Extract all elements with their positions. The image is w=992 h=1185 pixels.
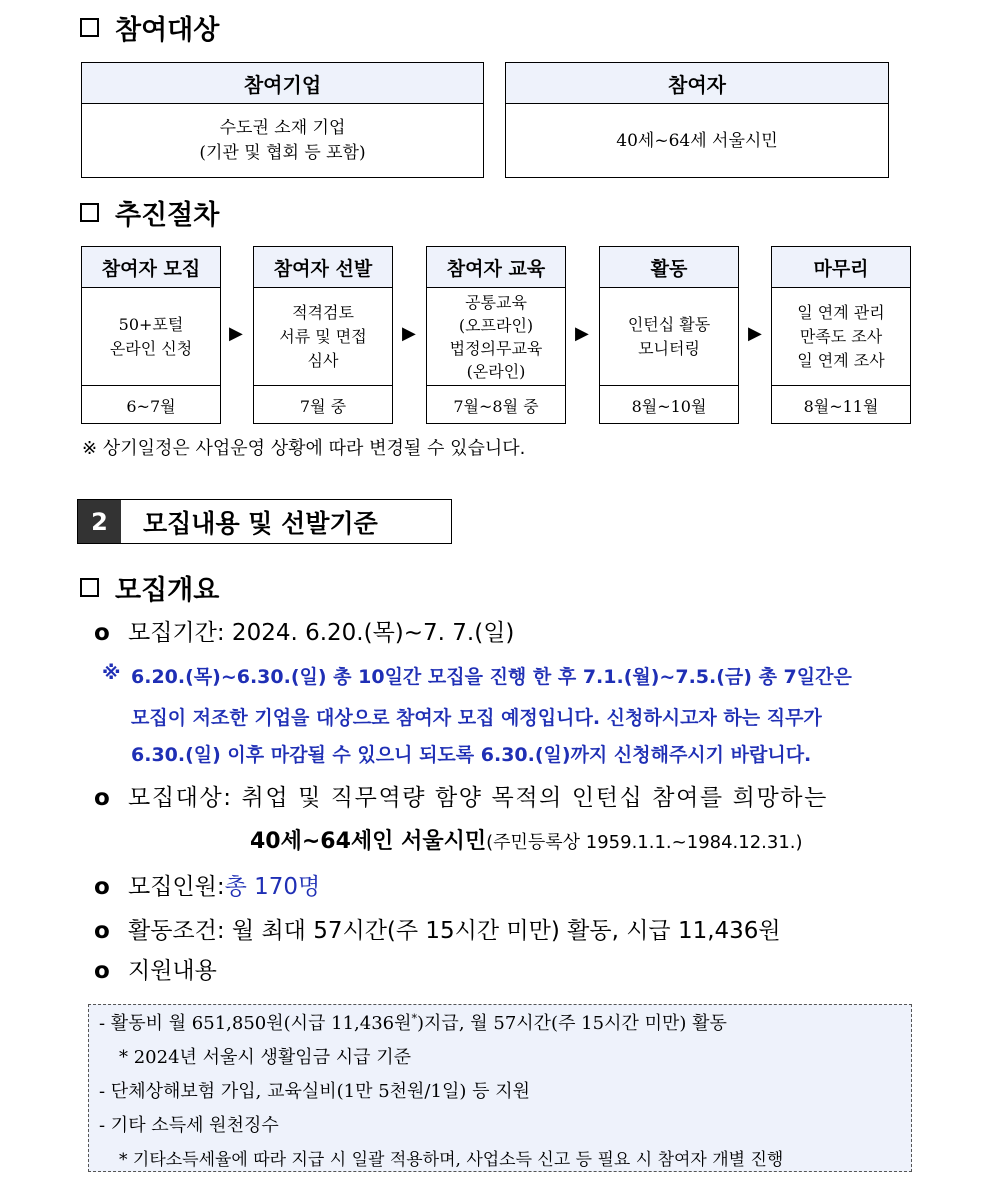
step-body bbox=[772, 288, 910, 386]
support-line-4: - 기타 소득세 원천징수 bbox=[99, 1115, 279, 1136]
step-title: 참여자 교육 bbox=[427, 247, 565, 288]
company-header: 참여기업 bbox=[82, 63, 483, 104]
activity-condition-item bbox=[94, 912, 781, 945]
support-text: - 활동비 월 651,850원(시급 11,436원 bbox=[99, 1013, 412, 1034]
participant-box bbox=[505, 62, 889, 178]
step-line: 인턴십 활동 bbox=[627, 314, 711, 334]
footnote-mark: * bbox=[411, 1012, 418, 1025]
recruit-count-item bbox=[94, 868, 320, 901]
step-line: 심사 bbox=[307, 350, 339, 370]
step-body bbox=[427, 288, 565, 386]
procedure-step-finish bbox=[771, 246, 911, 424]
checkbox-square-icon bbox=[80, 578, 99, 597]
support-line-3: - 단체상해보험 가입, 교육실비(1만 5천원/1일) 등 지원 bbox=[99, 1081, 530, 1102]
step-body bbox=[600, 288, 738, 386]
heading-text: 모집개요 bbox=[115, 575, 220, 606]
activity-condition-text: 활동조건: 월 최대 57시간(주 15시간 미만) 활동, 시급 11,436원 bbox=[128, 918, 781, 944]
support-line-2: * 2024년 서울시 생활임금 시급 기준 bbox=[119, 1047, 412, 1068]
company-box bbox=[81, 62, 484, 178]
support-line-1 bbox=[99, 1009, 727, 1035]
procedure-step-activity bbox=[599, 246, 739, 424]
heading-text: 참여대상 bbox=[115, 15, 220, 46]
section-title: 모집내용 및 선발기준 bbox=[143, 508, 378, 538]
step-line: 법정의무교육 bbox=[449, 338, 543, 358]
procedure-step-education bbox=[426, 246, 566, 424]
step-line: 온라인 신청 bbox=[109, 338, 193, 358]
arrow-right-icon: ▶ bbox=[748, 323, 762, 344]
arrow-right-icon: ▶ bbox=[229, 323, 243, 344]
step-period: 8월~10월 bbox=[631, 397, 707, 416]
notice-line: 모집이 저조한 기업을 대상으로 참여자 모집 예정입니다. 신청하시고자 하는 직무가 bbox=[131, 707, 822, 729]
notice-mark-icon: ※ bbox=[102, 662, 121, 684]
section-2-header bbox=[77, 499, 452, 544]
support-detail-box bbox=[88, 1004, 912, 1172]
recruit-count-label: 모집인원: bbox=[128, 874, 225, 900]
participant-header: 참여자 bbox=[506, 63, 888, 104]
section-heading-target bbox=[80, 8, 219, 47]
step-line: 모니터링 bbox=[638, 338, 700, 358]
step-line: 일 연계 관리 bbox=[797, 302, 885, 322]
procedure-step-recruit bbox=[81, 246, 221, 424]
section-heading-procedure bbox=[80, 193, 219, 232]
bullet-icon: o bbox=[94, 620, 110, 646]
arrow-right-icon: ▶ bbox=[402, 323, 416, 344]
step-period: 6~7월 bbox=[126, 397, 176, 416]
step-line: 적격검토 bbox=[292, 302, 354, 322]
schedule-note: ※ 상기일정은 사업운영 상황에 따라 변경될 수 있습니다. bbox=[82, 438, 526, 459]
bullet-icon: o bbox=[94, 874, 110, 900]
target-age-text: 40세~64세인 서울시민 bbox=[250, 829, 487, 854]
heading-text: 추진절차 bbox=[115, 200, 220, 231]
step-line: 만족도 조사 bbox=[799, 326, 883, 346]
recruit-target-text: 모집대상: 취업 및 직무역량 함양 목적의 인턴십 참여를 희망하는 bbox=[128, 785, 828, 811]
step-line: 50+포털 bbox=[118, 314, 184, 334]
participant-body: 40세~64세 서울시민 bbox=[616, 130, 778, 151]
step-line: (온라인) bbox=[466, 361, 526, 381]
section-heading-overview bbox=[80, 568, 219, 607]
step-period: 7월 중 bbox=[299, 397, 347, 416]
step-line: 공통교육 bbox=[465, 292, 527, 312]
checkbox-square-icon bbox=[80, 18, 99, 37]
procedure-step-select bbox=[253, 246, 393, 424]
checkbox-square-icon bbox=[80, 203, 99, 222]
company-body-line: 수도권 소재 기업 bbox=[219, 118, 346, 138]
step-line: 일 연계 조사 bbox=[797, 350, 885, 370]
company-body-line: (기관 및 협회 등 포함) bbox=[199, 143, 366, 163]
step-period: 7월~8월 중 bbox=[453, 397, 539, 416]
step-title: 참여자 모집 bbox=[82, 247, 220, 288]
step-line: 서류 및 면접 bbox=[279, 326, 367, 346]
bullet-icon: o bbox=[94, 785, 110, 811]
recruit-period-item bbox=[94, 614, 514, 647]
notice-line: 6.20.(목)~6.30.(일) 총 10일간 모집을 진행 한 후 7.1.(월)~7.5.(금) 총 7일간은 bbox=[131, 666, 852, 688]
recruit-period-text: 모집기간: 2024. 6.20.(목)~7. 7.(일) bbox=[128, 620, 515, 646]
target-birth-range: (주민등록상 1959.1.1.~1984.12.31.) bbox=[486, 832, 803, 853]
bullet-icon: o bbox=[94, 918, 110, 944]
support-line-5: * 기타소득세율에 따라 지급 시 일괄 적용하며, 사업소득 신고 등 필요 시 참여자 개별 진행 bbox=[119, 1150, 784, 1170]
step-body bbox=[254, 288, 392, 386]
notice-line: 6.30.(일) 이후 마감될 수 있으니 되도록 6.30.(일)까지 신청해주시기 바랍니다. bbox=[131, 744, 812, 766]
recruit-target-line2 bbox=[250, 824, 803, 855]
section-number: 2 bbox=[78, 500, 121, 543]
step-period: 8월~11월 bbox=[803, 397, 879, 416]
step-line: (오프라인) bbox=[458, 315, 534, 335]
arrow-right-icon: ▶ bbox=[575, 323, 589, 344]
step-body bbox=[82, 288, 220, 386]
bullet-icon: o bbox=[94, 958, 110, 984]
recruit-count-value: 총 170명 bbox=[224, 874, 321, 900]
company-body bbox=[82, 104, 483, 178]
support-label: 지원내용 bbox=[128, 958, 217, 984]
recruit-target-item bbox=[94, 779, 828, 812]
step-title: 활동 bbox=[600, 247, 738, 288]
support-text: )지급, 월 57시간(주 15시간 미만) 활동 bbox=[417, 1013, 727, 1034]
step-title: 마무리 bbox=[772, 247, 910, 288]
step-title: 참여자 선발 bbox=[254, 247, 392, 288]
support-item bbox=[94, 952, 217, 985]
